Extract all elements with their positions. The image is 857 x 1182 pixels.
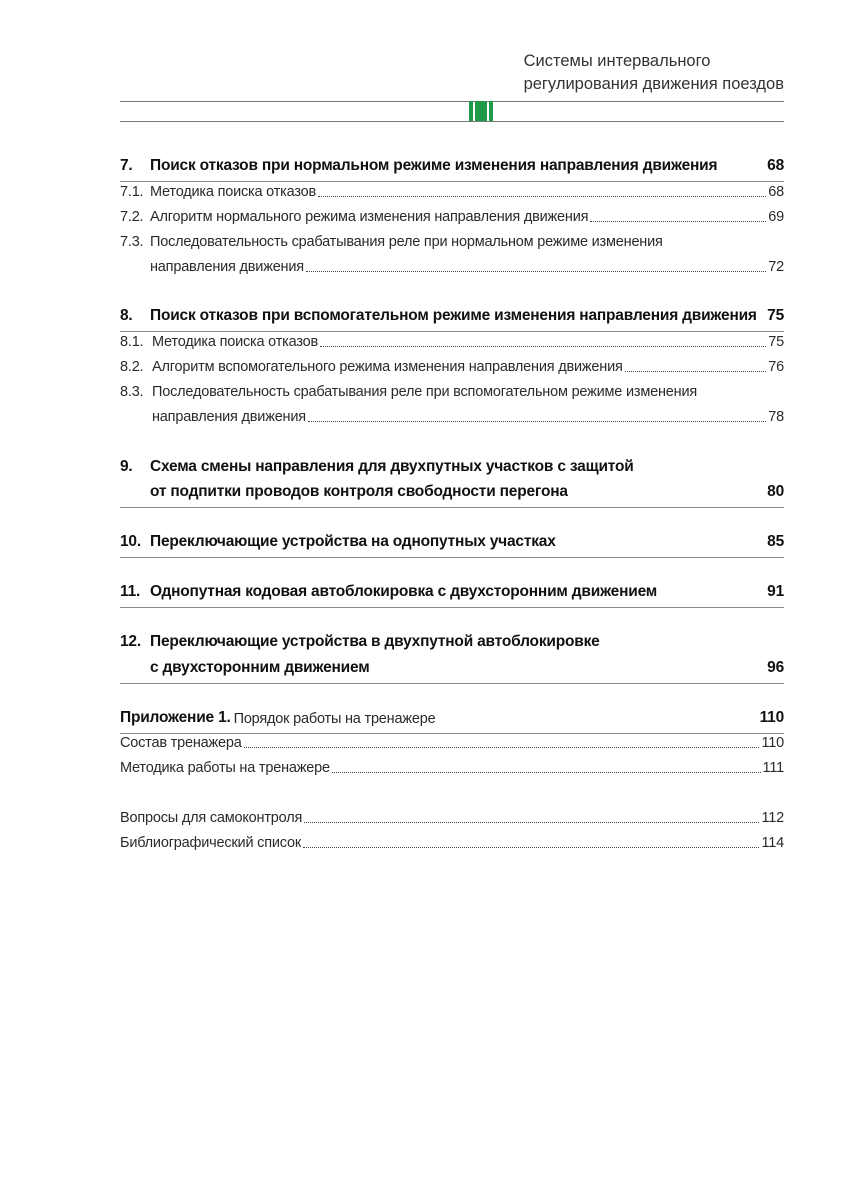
appendix-page: 110 <box>759 709 784 726</box>
item-number: 7.3. <box>120 234 144 250</box>
toc-item-7-3[interactable] <box>120 234 784 250</box>
toc-item-7-2[interactable] <box>120 209 784 225</box>
leader-dots <box>332 771 761 773</box>
chapter-divider <box>120 733 784 734</box>
leader-dots <box>308 420 766 422</box>
item-title: Методика поиска отказов <box>152 334 318 350</box>
chapter-page: 75 <box>767 307 784 324</box>
leader-dots <box>320 345 766 347</box>
toc-item-8-2[interactable] <box>120 359 784 375</box>
chapter-number: 12. <box>120 633 141 650</box>
item-page: 114 <box>761 835 784 851</box>
toc-chapter-8[interactable] <box>120 307 784 325</box>
item-page: 69 <box>768 209 784 225</box>
toc-appendix-item-1[interactable] <box>120 735 784 751</box>
chapter-title: Переключающие устройства в двухпутной автоблокировке <box>150 633 600 650</box>
item-number: 8.2. <box>120 359 144 375</box>
chapter-page: 91 <box>767 583 784 600</box>
item-title: Алгоритм вспомогательного режима изменения направления движения <box>152 359 623 375</box>
toc-appendix-1[interactable] <box>120 709 784 727</box>
item-page: 78 <box>768 409 784 425</box>
item-page: 75 <box>768 334 784 350</box>
item-number: 7.2. <box>120 209 144 225</box>
item-number: 8.1. <box>120 334 144 350</box>
item-title: Последовательность срабатывания реле при вспомогательном режиме изменения <box>152 384 698 400</box>
item-page: 68 <box>768 184 784 200</box>
leader-dots <box>244 746 760 748</box>
leader-dots <box>625 370 767 372</box>
item-page: 76 <box>768 359 784 375</box>
chapter-number: 8. <box>120 307 133 324</box>
chapter-page: 85 <box>767 533 784 550</box>
header-rule-bottom <box>120 121 784 122</box>
item-page: 110 <box>761 735 784 751</box>
item-page: 72 <box>768 259 784 275</box>
item-page: 111 <box>762 760 784 776</box>
toc-item-7-1[interactable] <box>120 184 784 200</box>
header-rule-top <box>120 101 784 102</box>
chapter-number: 11. <box>120 583 141 600</box>
chapter-number: 7. <box>120 157 133 174</box>
chapter-divider <box>120 181 784 182</box>
leader-dots <box>304 821 759 823</box>
chapter-title: Однопутная кодовая автоблокировка с двухсторонним движением <box>150 583 658 600</box>
item-title: Библиографический список <box>120 835 302 851</box>
chapter-title: Переключающие устройства на однопутных участках <box>150 533 556 550</box>
item-number: 8.3. <box>120 384 144 400</box>
leader-dots <box>306 270 766 272</box>
toc-extra-self-control[interactable] <box>120 810 784 826</box>
chapter-divider <box>120 683 784 684</box>
chapter-title: Схема смены направления для двухпутных участков с защитой <box>150 458 634 475</box>
item-title: Вопросы для самоконтроля <box>120 810 303 826</box>
chapter-title-continued: от подпитки проводов контроля свободности перегона <box>150 483 568 500</box>
toc-chapter-10[interactable] <box>120 533 784 551</box>
toc-chapter-9[interactable] <box>120 458 784 476</box>
toc-extra-bibliography[interactable] <box>120 835 784 851</box>
leader-dots <box>303 846 759 848</box>
item-title: Последовательность срабатывания реле при нормальном режиме изменения <box>150 234 663 250</box>
toc-chapter-7[interactable] <box>120 157 784 175</box>
item-title-continued: направления движения <box>150 259 304 275</box>
chapter-page: 80 <box>767 483 784 500</box>
toc-appendix-item-2[interactable] <box>120 760 784 776</box>
toc-item-8-1[interactable] <box>120 334 784 350</box>
chapter-divider <box>120 557 784 558</box>
item-title: Методика работы на тренажере <box>120 760 330 776</box>
leader-dots <box>318 195 766 197</box>
toc-chapter-12[interactable] <box>120 633 784 651</box>
chapter-title: Поиск отказов при нормальном режиме изменения направления движения <box>150 157 718 174</box>
chapter-divider <box>120 331 784 332</box>
toc-chapter-12-continued[interactable] <box>150 659 784 677</box>
appendix-title: Порядок работы на тренажере <box>233 711 436 727</box>
chapter-page: 96 <box>767 659 784 676</box>
chapter-divider <box>120 507 784 508</box>
header-title-line-2: регулирования движения поездов <box>523 75 784 93</box>
chapter-number: 9. <box>120 458 133 475</box>
green-marker-decoration <box>469 101 493 122</box>
leader-dots <box>590 220 766 222</box>
item-title: Состав тренажера <box>120 735 242 751</box>
header-title-line-1: Системы интервального <box>523 52 711 70</box>
chapter-page: 68 <box>767 157 784 174</box>
item-title: Алгоритм нормального режима изменения направления движения <box>150 209 589 225</box>
appendix-label: Приложение 1. <box>120 709 231 726</box>
running-header <box>524 50 784 96</box>
toc-item-8-3-continued[interactable] <box>152 409 784 425</box>
chapter-title: Поиск отказов при вспомогательном режиме изменения направления движения <box>150 307 757 324</box>
toc-chapter-9-continued[interactable] <box>150 483 784 501</box>
item-number: 7.1. <box>120 184 144 200</box>
item-title: Методика поиска отказов <box>150 184 316 200</box>
toc-item-8-3[interactable] <box>120 384 784 400</box>
item-page: 112 <box>761 810 784 826</box>
toc-chapter-11[interactable] <box>120 583 784 601</box>
toc-item-7-3-continued[interactable] <box>150 259 784 275</box>
item-title-continued: направления движения <box>152 409 306 425</box>
chapter-divider <box>120 607 784 608</box>
chapter-title-continued: с двухсторонним движением <box>150 659 370 676</box>
chapter-number: 10. <box>120 533 141 550</box>
